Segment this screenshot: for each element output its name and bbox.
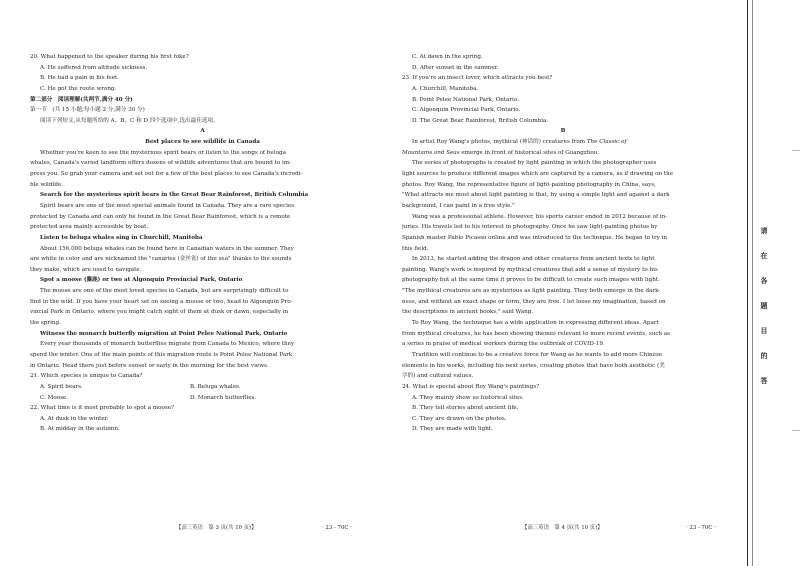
q23-option-a: A. Churchill, Manitoba.	[412, 85, 479, 92]
margin-char: 的	[760, 351, 768, 360]
q24-option-a: A. They mainly show us historical sites.	[412, 394, 524, 401]
beluga-line: About 156,000 beluga whales can be found here in Canadian waters in the summer. They	[40, 245, 294, 252]
q22-stem: 22. What time is it most probably to spot a moose?	[30, 405, 175, 412]
q21-option-c: C. Moose.	[40, 394, 69, 401]
passage-b-line: ness, and without an exact shape or form, they are free. I let loose my imagination, based on	[402, 298, 666, 305]
beluga-heading: Listen to beluga whales sing in Churchill, Manitoba	[40, 234, 203, 241]
q20-option-a: A. He suffered from altitude sickness.	[40, 64, 148, 71]
passage-b-line: "What attracts me most about light painting is that, by using a simple light and against a dark	[402, 192, 670, 199]
section-one-heading: 第一节 (共 15 小题;每小题 2 分,满分 30 分)	[30, 107, 145, 114]
passage-b-line: background, I can paint in a free style."	[402, 202, 515, 209]
q22-option-c: C. At dawn in the spring.	[412, 54, 483, 60]
q23-stem: 23. If you're an insect lover, which attracts you best?	[402, 75, 553, 82]
book-title: The Classic of	[586, 139, 627, 146]
q20-stem: 20. What happened to the speaker during his first hike?	[30, 54, 189, 60]
passage-b-line: To Roy Wang, the technique has a wide application in expressing different ideas. Apart	[412, 320, 659, 327]
passage-b-letter: B	[560, 128, 566, 135]
passage-b-intro	[402, 137, 724, 148]
passage-b-line: painting. Wang's work is inspired by mythical creatures that add a sense of mystery to his	[402, 266, 658, 273]
butterfly-line: spend the winter. One of the main points of this migration route is Point Pelee National Park	[30, 351, 293, 358]
passage-a-title: Best places to see wildlife in Canada	[145, 139, 260, 146]
footer-right-label: 【高三英语 第 4 页(共 10 页)】	[522, 525, 603, 531]
margin-char: 在	[760, 251, 768, 260]
passage-b-line: The series of photographs is created by light painting in which the photographer uses	[412, 160, 657, 167]
passage-b-line: the descriptions in ancient books," said Wang.	[402, 309, 534, 316]
passage-b-line: Spanish master Pablo Picasso online and was introduced to the technique. He began to try in	[402, 234, 668, 241]
footer-left-label: 【高三英语 第 3 页(共 10 页)】	[176, 525, 257, 531]
q21-option-d: D. Monarch butterflies.	[190, 394, 257, 401]
margin-char: 答	[760, 376, 768, 385]
edge-tick	[792, 430, 800, 431]
passage-b-intro	[402, 148, 724, 159]
spirit-bears-line: Spirit bears are one of the most special animals found in Canada. They are a rare species	[40, 202, 295, 209]
butterfly-heading: Witness the monarch butterfly migration at Point Pelee National Park, Ontario	[40, 330, 288, 337]
passage-b-line: Wang was a professional athlete. However, his sports career ended in 2012 because of in-	[412, 213, 668, 220]
moose-line: find in the wild. If you have your heart set on seeing a moose or two, head to Algonquin Pro-	[30, 298, 293, 305]
passage-b-line: from mythical creatures, he has been showing themes relevant to more recent events, such as	[402, 330, 671, 337]
spirit-bears-line: protected area mainly accessible by boat.	[30, 224, 149, 231]
moose-line: The moose are one of the most loved species in Canada, but are surprisingly difficult to	[40, 288, 289, 295]
passage-a-line: whales, Canada's varied landform offers dozens of wildlife adventures that are bound to im-	[30, 160, 292, 167]
spirit-bears-heading: Search for the mysterious spirit bears in the Great Bear Rainforest, British Columbia	[40, 192, 309, 199]
margin-char: 题	[760, 301, 768, 310]
right-column	[402, 52, 724, 435]
beluga-line: are white in color and are nicknamed the "canaries (金丝雀) of the sea" thanks to the sounds	[30, 256, 292, 263]
passage-b-intro-text: In artist Roy Wang's photos, mythical (神话的) creatures from	[412, 139, 587, 146]
passage-b-line: a series in praise of medical workers during the outbreak of COVID-19.	[402, 341, 605, 348]
passage-b-line: Tradition will continue to be a creative force for Wang as he wants to add more Chinese	[412, 351, 663, 358]
q21-options-row	[30, 393, 375, 404]
spirit-bears-line: protected by Canada and can only be found in the Great Bear Rainforest, which is a remote	[30, 213, 291, 220]
passage-a-line: press you. So grab your camera and set out for a few of the best places to see Canada's incredi-	[30, 171, 303, 178]
book-title: Mountains and Seas	[402, 149, 460, 156]
q23-option-c: C. Algonquin Provincial Park, Ontario.	[412, 107, 521, 114]
left-column	[30, 52, 375, 435]
margin-char: 目	[760, 326, 768, 335]
q22-option-a: A. At dusk in the winter.	[40, 415, 109, 422]
margin-rule	[747, 0, 748, 566]
passage-b-line: juries. His travels led to his interest in photography. Once he saw light-painting photos by	[402, 224, 658, 231]
passage-b-line: 学的) and cultural values.	[402, 373, 474, 380]
moose-heading: Spot a moose (麋鹿) or two at Algonquin Provincial Park, Ontario	[40, 277, 243, 284]
passage-b-line: photography but at the same time it proves to be difficult to create such images with light.	[402, 277, 660, 284]
passage-a-letter: A	[200, 128, 205, 135]
q22-option-b: B. At midday in the autumn.	[40, 426, 120, 433]
reading-instruction: 阅读下列短文,从每题所给的 A、B、C 和 D 四个选项中,选出最佳选项。	[40, 117, 219, 124]
moose-line: vincial Park in Ontario, where you might catch sight of them at dusk or dawn, especially in	[30, 309, 289, 316]
butterfly-line: Every year thousands of monarch butterflies migrate from Canada to Mexico, where they	[40, 341, 295, 348]
margin-notice	[757, 218, 771, 393]
passage-b-intro-text: emerge in front of historical sites of Guangzhou.	[459, 149, 600, 156]
margin-char: 各	[760, 276, 768, 285]
butterfly-line: in Ontario. Head there just before sunset or early in the morning for the best views.	[30, 362, 269, 369]
moose-line: the spring.	[30, 320, 61, 327]
margin-rule-inner	[752, 0, 753, 566]
part-two-heading: 第二部分 阅读理解(共两节,满分 40 分)	[30, 96, 133, 103]
q21-stem: 21. Which species is unique to Canada?	[30, 373, 143, 380]
beluga-line: they make, which are used to navigate.	[30, 266, 142, 273]
passage-b-line: light sources to produce different images which are captured by a camera, as if drawing on the	[402, 171, 674, 178]
q21-option-a: A. Spirit bears.	[40, 383, 83, 390]
edge-tick	[792, 150, 800, 151]
q23-option-d: D. The Great Bear Rainforest, British Columbia.	[412, 117, 549, 124]
passage-a-line: ble wildlife.	[30, 181, 64, 188]
q21-options-row	[30, 382, 375, 393]
q22-option-d: D. After sunset in the summer.	[412, 64, 499, 71]
margin-char: 请	[760, 226, 768, 235]
q23-option-b: B. Point Pelee National Park, Ontario.	[412, 96, 519, 103]
passage-b-line: "The mythical creatures are as mysterious as light painting. They both emerge in the dark-	[402, 288, 661, 295]
passage-b-line: In 2013, he started adding the dragon and other creatures from ancient texts to light	[412, 256, 655, 263]
footer-right-code: · 23 - 70C ·	[686, 525, 716, 531]
q24-option-c: C. They are drawn on the photos.	[412, 415, 507, 422]
q24-option-b: B. They tell stories about ancient life.	[412, 405, 519, 412]
passage-b-line: this field.	[402, 245, 429, 252]
q24-stem: 24. What is special about Roy Wang's paintings?	[402, 383, 540, 390]
passage-b-line: elements in his works, including his next series, creating photos that have both aesthetic (美	[402, 362, 665, 369]
q21-option-b: B. Beluga whales.	[190, 383, 241, 390]
footer-left-code: · 23 - 70C ·	[322, 525, 352, 531]
q24-option-d: D. They are made with light.	[412, 426, 493, 433]
passage-a-line: Whether you're keen to see the mysterious spirit bears or listen to the songs of beluga	[40, 149, 286, 156]
passage-b-line: photos. Roy Wang, the representative figure of light-painting photography in China, says,	[402, 181, 656, 188]
q20-option-b: B. He had a pain in his feet.	[40, 75, 120, 82]
q20-option-c: C. He got the route wrong.	[40, 85, 117, 92]
